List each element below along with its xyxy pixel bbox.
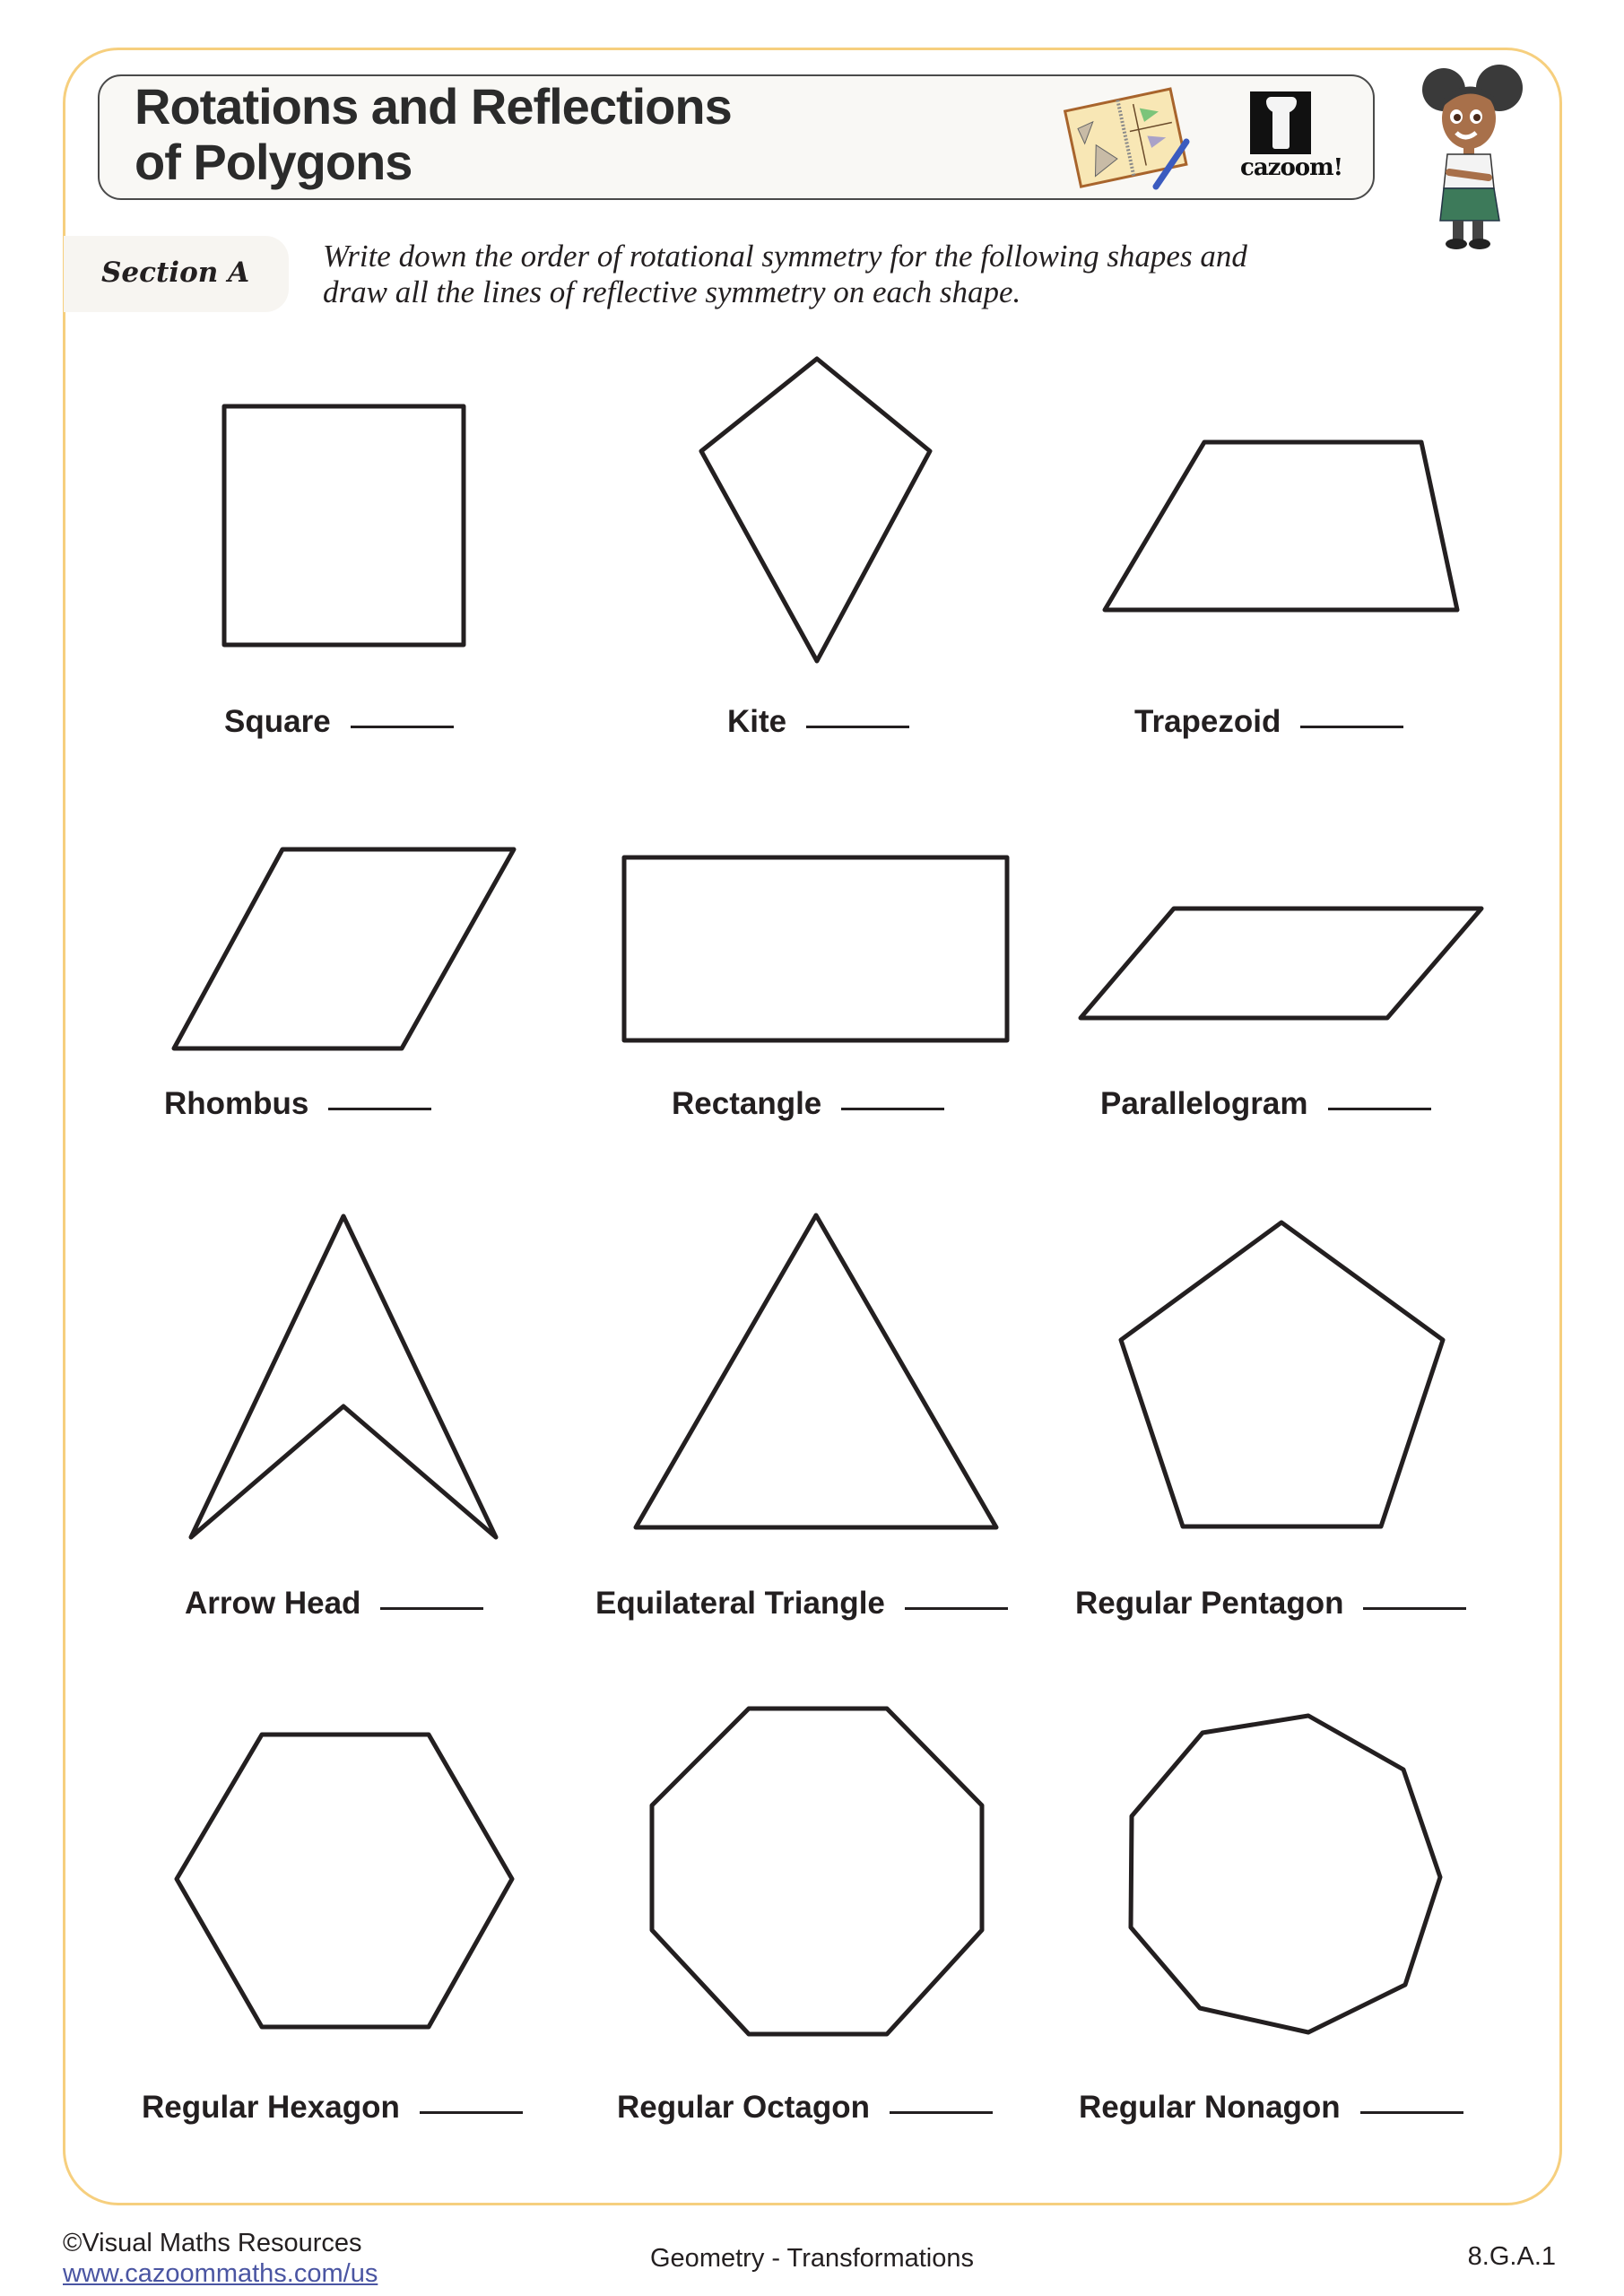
logo-text: cazoom! <box>1240 154 1343 181</box>
answer-blank-regular-hexagon[interactable] <box>420 2111 523 2114</box>
website-link[interactable]: www.cazoommaths.com/us <box>63 2259 378 2288</box>
shape-label-rhombus: Rhombus <box>164 1086 431 1122</box>
answer-blank-kite[interactable] <box>806 726 909 728</box>
shape-label-parallelogram: Parallelogram <box>1100 1086 1431 1122</box>
footer-left <box>63 2228 378 2289</box>
answer-blank-parallelogram[interactable] <box>1328 1108 1431 1110</box>
title-line-1: Rotations and Reflections <box>135 78 732 135</box>
rectangle-shape[interactable] <box>624 857 1007 1040</box>
footer-standard: 8.G.A.1 <box>1467 2242 1556 2271</box>
instructions-line-1: Write down the order of rotational symmetry for the following shapes and <box>323 239 1247 274</box>
shape-label-regular-hexagon: Regular Hexagon <box>142 2090 523 2126</box>
shape-label-regular-octagon: Regular Octagon <box>617 2090 993 2126</box>
square-shape[interactable] <box>224 406 464 645</box>
rhombus-shape[interactable] <box>174 849 514 1048</box>
kite-shape[interactable] <box>701 359 930 661</box>
shape-label-kite: Kite <box>727 704 909 740</box>
answer-blank-regular-pentagon[interactable] <box>1363 1607 1466 1610</box>
section-label: Section A <box>101 257 250 289</box>
footer-topic: Geometry - Transformations <box>650 2244 974 2273</box>
shape-label-regular-pentagon: Regular Pentagon <box>1075 1586 1466 1622</box>
answer-blank-regular-octagon[interactable] <box>890 2111 993 2114</box>
parallelogram-shape[interactable] <box>1081 909 1481 1018</box>
shape-label-rectangle: Rectangle <box>672 1086 944 1122</box>
title-line-2: of Polygons <box>135 134 413 190</box>
shape-label-trapezoid: Trapezoid <box>1134 704 1403 740</box>
copyright-text: ©Visual Maths Resources <box>63 2229 362 2257</box>
shape-label-square: Square <box>224 704 454 740</box>
answer-blank-rhombus[interactable] <box>328 1108 431 1110</box>
answer-blank-trapezoid[interactable] <box>1300 726 1403 728</box>
answer-blank-rectangle[interactable] <box>841 1108 944 1110</box>
regular-nonagon-shape[interactable] <box>1131 1716 1440 2032</box>
answer-blank-arrow-head[interactable] <box>380 1607 483 1610</box>
shape-label-regular-nonagon: Regular Nonagon <box>1079 2090 1463 2126</box>
answer-blank-equilateral-triangle[interactable] <box>905 1607 1008 1610</box>
shape-label-arrow-head: Arrow Head <box>185 1586 483 1622</box>
equilateral-triangle-shape[interactable] <box>636 1215 996 1527</box>
answer-blank-square[interactable] <box>351 726 454 728</box>
instructions-line-2: draw all the lines of reflective symmetry on each shape. <box>323 274 1021 309</box>
arrow-head-shape[interactable] <box>191 1216 496 1537</box>
answer-blank-regular-nonagon[interactable] <box>1360 2111 1463 2114</box>
regular-pentagon-shape[interactable] <box>1121 1222 1443 1526</box>
trapezoid-shape[interactable] <box>1105 442 1457 610</box>
regular-octagon-shape[interactable] <box>652 1709 982 2034</box>
regular-hexagon-shape[interactable] <box>177 1735 512 2027</box>
shape-label-equilateral-triangle: Equilateral Triangle <box>595 1586 1008 1622</box>
